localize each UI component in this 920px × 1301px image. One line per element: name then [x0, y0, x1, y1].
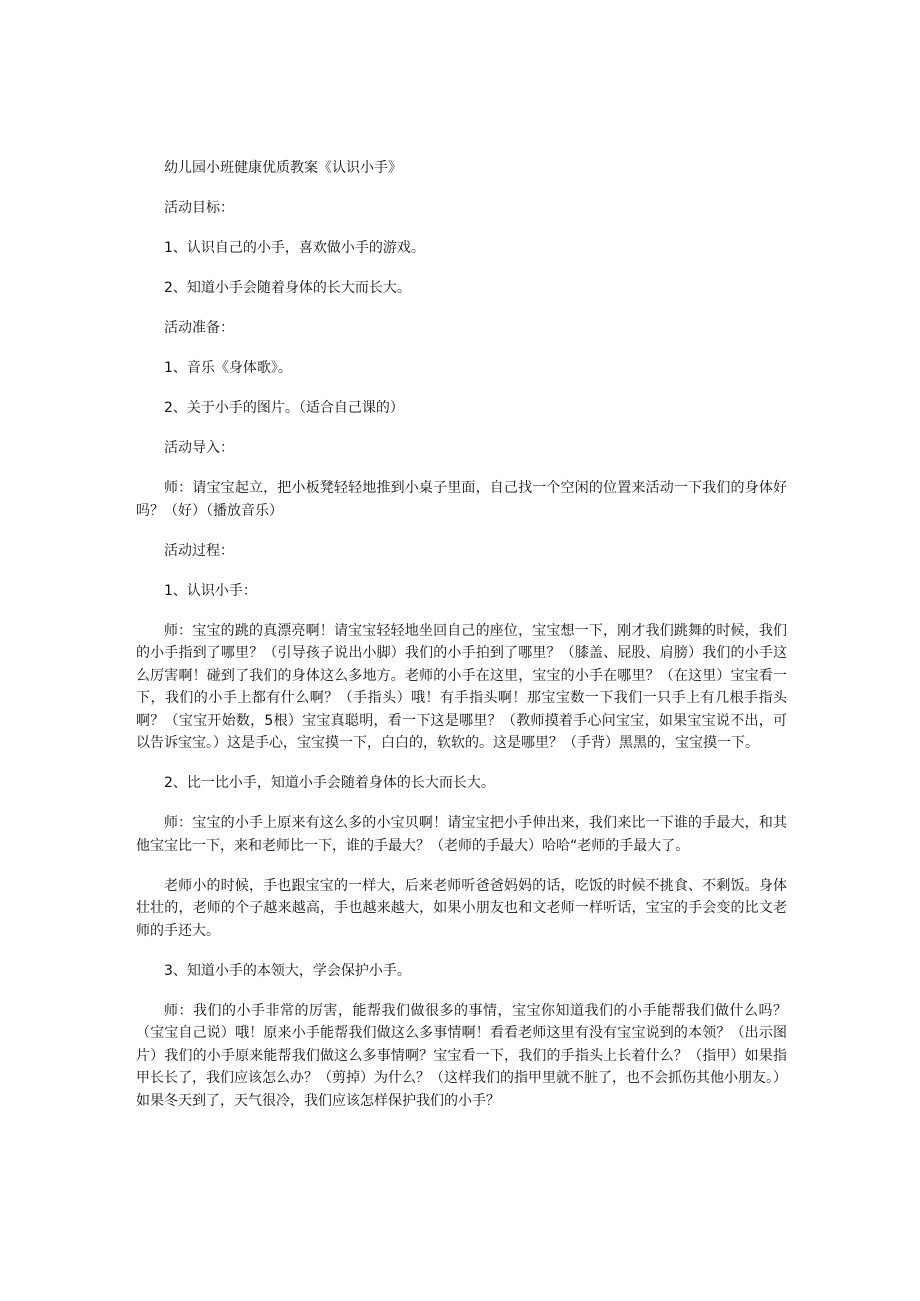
step-heading: 1、认识小手：: [164, 582, 257, 599]
step-paragraph: 师：宝宝的跳的真漂亮啊！请宝宝轻轻地坐回自己的座位，宝宝想一下，刚才我们跳舞的时候，我们的小手指到了哪里？（引导孩子说出小脚）我们的小手拍到了哪里？（膝盖、屁股、肩膀）我们的小手这么厉害啊！碰到了我们的身体这么多地方。老师的小手在这里，宝宝的小手在哪里？（在这里）宝宝看一下，我们的小手上都有什么啊？（手指头）哦！有手指头啊！那宝宝数一下我们一只手上有几根手指头啊？（宝宝开始数，5根）宝宝真聪明，看一下这是哪里？（教师摸着手心问宝宝，如果宝宝说不出，可以告诉宝宝。）这是手心，宝宝摸一下，白白的，软软的。这是哪里？（手背）黑黑的，宝宝摸一下。: [136, 622, 787, 751]
document-title: 幼儿园小班健康优质教案《认识小手》: [164, 160, 402, 176]
step-paragraph: 老师小的时候，手也跟宝宝的一样大，后来老师听爸爸妈妈的话，吃饭的时候不挑食、不剩饭。身体壮壮的，老师的个子越来越高，手也越来越大，如果小朋友也和文老师一样听话，宝宝的手会变的比文老师的手还大。: [136, 877, 787, 939]
goal-item: 1、认识自己的小手，喜欢做小手的游戏。: [164, 240, 425, 256]
step-paragraph: 师：宝宝的小手上原来有这么多的小宝贝啊！请宝宝把小手伸出来，我们来比一下谁的手最大，和其他宝宝比一下，来和老师比一下，谁的手最大？（老师的手最大）哈哈“老师的手最大了。: [136, 815, 787, 854]
step-heading: 3、知道小手的本领大，学会保护小手。: [164, 962, 411, 979]
step-paragraph: 师：我们的小手非常的厉害，能帮我们做很多的事情，宝宝你知道我们的小手能帮我们做什么吗？（宝宝自己说）哦！原来小手能帮我们做这么多事情啊！看看老师这里有没有宝宝说到的本领？（出示图片）我们的小手原来能帮我们做这么多事情啊？宝宝看一下，我们的手指头上长着什么？（指甲）如果指甲长长了，我们应该怎么办？（剪掉）为什么？（这样我们的指甲里就不脏了，也不会抓伤其他小朋友。）如果冬天到了，天气很冷，我们应该怎样保护我们的小手？: [136, 1002, 787, 1109]
process-heading: 活动过程：: [164, 542, 234, 559]
intro-paragraph: 师：请宝宝起立，把小板凳轻轻地推到小桌子里面，自己找一个空闲的位置来活动一下我们的身体好吗？（好）（播放音乐）: [136, 480, 787, 519]
step-heading: 2、比一比小手，知道小手会随着身体的长大而长大。: [164, 775, 495, 791]
goals-heading: 活动目标：: [164, 200, 234, 216]
goal-item: 2、知道小手会随着身体的长大而长大。: [164, 280, 411, 296]
prep-item: 2、关于小手的图片。（适合自己课的）: [164, 400, 404, 416]
document-body: [136, 157, 787, 1130]
intro-heading: 活动导入：: [164, 440, 234, 456]
prep-item: 1、音乐《身体歌》。: [164, 360, 292, 376]
prep-heading: 活动准备：: [164, 320, 234, 336]
